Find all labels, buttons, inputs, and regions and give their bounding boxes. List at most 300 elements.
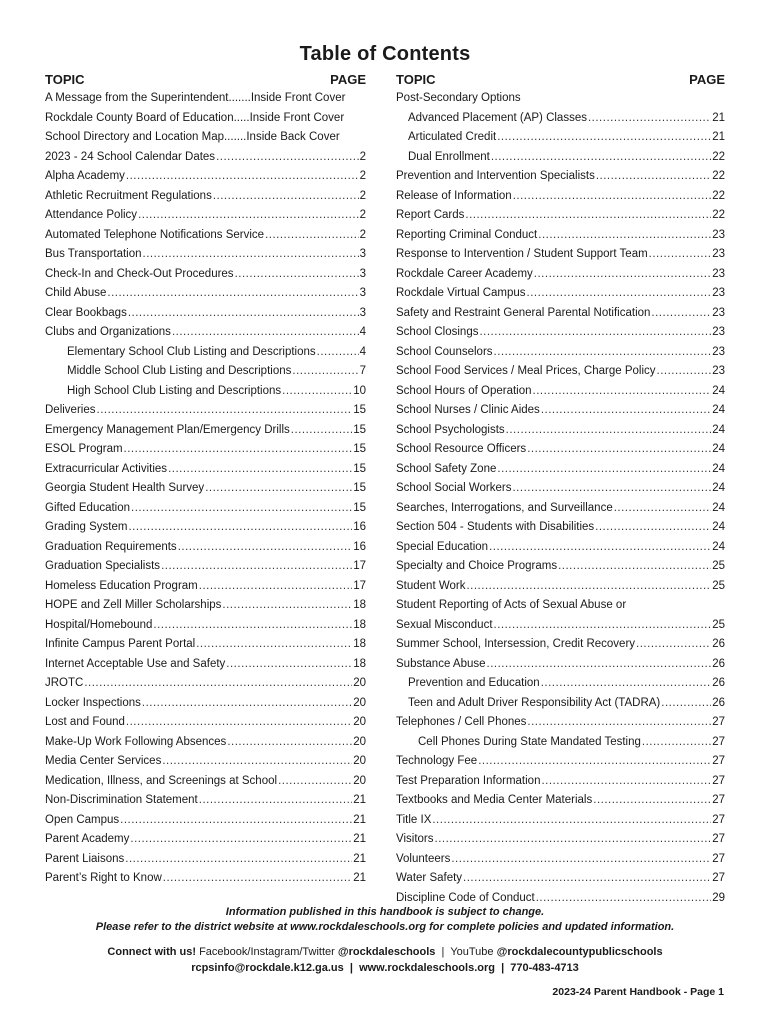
toc-entry [396, 148, 725, 168]
dot-leader [130, 830, 352, 850]
toc-entry-page: 24 [712, 521, 725, 533]
toc-entry-page: 26 [712, 696, 725, 709]
toc-entry-topic: School Closings [396, 326, 479, 338]
toc-entry-page: 20 [353, 755, 366, 767]
toc-entry-page: 22 [712, 150, 725, 163]
toc-entry [396, 674, 725, 694]
dot-leader [497, 128, 711, 148]
dot-leader [432, 811, 711, 831]
toc-entry-topic: Searches, Interrogations, and Surveillance [396, 501, 613, 514]
toc-entry-page: 3 [359, 267, 366, 280]
dot-leader [527, 713, 711, 733]
dot-leader [491, 148, 711, 168]
dot-leader [222, 596, 352, 616]
toc-entry [396, 655, 725, 675]
toc-header-left [45, 70, 366, 89]
dot-leader [588, 109, 711, 129]
toc-entry-page: 24 [712, 404, 725, 416]
toc-entry-topic: School Safety Zone [396, 462, 497, 475]
toc-entry-page: 23 [712, 267, 725, 280]
dot-leader [227, 733, 352, 753]
toc-entry [396, 167, 725, 187]
toc-entry-page: 24 [712, 482, 725, 494]
dot-leader [558, 557, 711, 577]
dot-leader [534, 265, 711, 285]
dot-leader [172, 323, 359, 343]
toc-entry [45, 343, 366, 363]
toc-entry [45, 733, 366, 753]
dot-leader [651, 304, 711, 324]
dot-leader [125, 850, 352, 870]
toc-entry-topic: Emergency Management Plan/Emergency Drills [45, 423, 290, 436]
dot-leader [494, 616, 712, 636]
toc-entry-page: 20 [353, 716, 366, 728]
dot-leader [465, 206, 711, 226]
toc-entry-page: 21 [712, 111, 725, 124]
dot-leader [199, 577, 352, 597]
toc-entry [45, 811, 366, 831]
toc-entry-topic: Attendance Policy [45, 209, 138, 221]
toc-entry [45, 421, 366, 441]
toc-entry-page: 23 [712, 345, 725, 358]
toc-entry-topic: Automated Telephone Notifications Service [45, 228, 265, 241]
toc-entry-topic: Technology Fee [396, 755, 478, 767]
toc-entry-page: 4 [359, 345, 366, 358]
toc-left-column [45, 70, 366, 889]
toc-entry-topic: Locker Inspections [45, 696, 141, 709]
toc-entry-topic: Substance Abuse [396, 657, 486, 670]
toc-entry [396, 752, 725, 772]
toc-entry [396, 479, 725, 499]
dot-leader [541, 401, 711, 421]
toc-right-column [396, 70, 725, 908]
toc-entry-topic: A Message from the Superintendent.......Inside Front Cover [45, 92, 346, 104]
dot-leader [649, 245, 712, 265]
toc-entry [45, 226, 366, 246]
toc-entry-topic: Rockdale Virtual Campus [396, 287, 526, 299]
toc-entry [45, 850, 366, 870]
toc-entry-page: 24 [712, 462, 725, 475]
toc-entry [45, 772, 366, 792]
toc-entry-page: 2 [359, 228, 366, 241]
toc-left-list [45, 89, 366, 889]
toc-entry-topic: Media Center Services [45, 755, 162, 767]
dot-leader [596, 167, 711, 187]
toc-entry-page: 21 [353, 794, 366, 806]
footer-contact-line: rcpsinfo@rockdale.k12.ga.us | www.rockdaleschools.org | 770-483-4713 [191, 962, 579, 974]
toc-entry [396, 206, 725, 226]
toc-entry-topic: Sexual Misconduct [396, 618, 493, 631]
toc-entry-topic: Parent Liaisons [45, 852, 125, 865]
toc-header-right [396, 70, 725, 89]
social-handle[interactable]: @rockdaleschools [337, 946, 436, 958]
contact-website[interactable]: www.rockdaleschools.org [359, 962, 495, 974]
toc-entry-topic: Deliveries [45, 404, 96, 416]
toc-entry-topic: Elementary School Club Listing and Descriptions [67, 345, 316, 358]
toc-entry [396, 694, 725, 714]
toc-entry-page: 18 [353, 657, 366, 670]
toc-entry [396, 596, 725, 616]
toc-entry [396, 187, 725, 207]
dot-leader [126, 167, 359, 187]
toc-entry-page: 18 [353, 638, 366, 650]
toc-entry-page: 21 [353, 852, 366, 865]
toc-entry-page: 29 [712, 891, 725, 904]
dot-leader [226, 655, 352, 675]
toc-entry-topic: Dual Enrollment [408, 150, 490, 163]
toc-entry-page: 26 [712, 657, 725, 670]
toc-entry-topic: Athletic Recruitment Regulations [45, 189, 212, 202]
toc-entry [45, 830, 366, 850]
toc-entry-topic: School Psychologists [396, 423, 505, 436]
toc-entry-topic: Student Reporting of Acts of Sexual Abuse or [396, 599, 627, 611]
toc-entry-topic: High School Club Listing and Descriptions [67, 384, 282, 397]
toc-entry-page: 21 [353, 833, 366, 845]
toc-entry-topic: Report Cards [396, 209, 465, 221]
toc-entry-page: 27 [712, 716, 725, 728]
toc-entry-topic: Release of Information [396, 189, 512, 202]
toc-entry-page: 2 [359, 170, 366, 182]
dot-leader [661, 694, 711, 714]
toc-entry [45, 479, 366, 499]
toc-entry-page: 16 [353, 521, 366, 533]
dot-leader [533, 382, 712, 402]
toc-entry-topic: Water Safety [396, 872, 463, 884]
dot-leader [595, 518, 711, 538]
youtube-text: YouTube [450, 946, 494, 958]
dot-leader [126, 713, 352, 733]
topic-header: TOPIC [45, 72, 85, 87]
toc-entry-topic: Bus Transportation [45, 248, 142, 260]
toc-entry [45, 362, 366, 382]
dot-leader [527, 440, 711, 460]
dot-leader [463, 869, 711, 889]
dot-leader [642, 733, 711, 753]
dot-leader [107, 284, 358, 304]
toc-entry-topic: Gifted Education [45, 501, 131, 514]
toc-entry [45, 284, 366, 304]
toc-entry-page: 27 [712, 852, 725, 865]
toc-entry [45, 460, 366, 480]
toc-entry-page: 18 [353, 599, 366, 611]
toc-entry [45, 518, 366, 538]
toc-entry [396, 421, 725, 441]
toc-entry-topic: Discipline Code of Conduct [396, 891, 535, 904]
toc-entry-topic: Teen and Adult Driver Responsibility Act (TADRA) [408, 696, 661, 709]
toc-entry-topic: Graduation Specialists [45, 560, 161, 572]
dot-leader [541, 772, 711, 792]
dot-leader [142, 694, 352, 714]
toc-entry-page: 7 [359, 365, 366, 377]
toc-entry [396, 362, 725, 382]
dot-leader [317, 343, 359, 363]
dot-leader [466, 577, 711, 597]
toc-entry-topic: Medication, Illness, and Screenings at School [45, 774, 278, 787]
toc-entry-topic: Graduation Requirements [45, 540, 177, 553]
toc-entry-page: 27 [712, 774, 725, 787]
toc-entry [396, 772, 725, 792]
toc-entry-page: 20 [353, 735, 366, 748]
dot-leader [435, 830, 712, 850]
toc-entry-page: 2 [359, 209, 366, 221]
toc-entry [45, 265, 366, 285]
toc-entry [396, 460, 725, 480]
toc-entry-page: 24 [712, 501, 725, 514]
toc-entry-topic: Hospital/Homebound [45, 618, 153, 631]
toc-entry-page: 27 [712, 735, 725, 748]
dot-leader [292, 362, 358, 382]
toc-entry [45, 245, 366, 265]
toc-entry [396, 830, 725, 850]
toc-entry-topic: Non-Discrimination Statement [45, 794, 198, 806]
toc-entry-topic: Articulated Credit [408, 131, 497, 143]
social-text: Facebook/Instagram/Twitter [199, 946, 335, 958]
toc-entry [396, 733, 725, 753]
topic-header: TOPIC [396, 72, 436, 87]
toc-entry-topic: Clear Bookbags [45, 306, 127, 319]
toc-entry [396, 850, 725, 870]
toc-entry-page: 20 [353, 677, 366, 689]
toc-entry-topic: School Hours of Operation [396, 384, 532, 397]
toc-entry-page: 20 [353, 696, 366, 709]
toc-entry [396, 245, 725, 265]
toc-entry-page: 23 [712, 248, 725, 260]
dot-leader [128, 304, 359, 324]
toc-entry-page: 10 [353, 384, 366, 397]
toc-entry-topic: Reporting Criminal Conduct [396, 228, 538, 241]
toc-entry-topic: School Resource Officers [396, 443, 527, 455]
toc-entry [396, 499, 725, 519]
toc-entry [396, 401, 725, 421]
toc-entry [45, 655, 366, 675]
contact-phone[interactable]: 770-483-4713 [510, 962, 579, 974]
toc-entry [45, 869, 366, 889]
toc-entry [396, 440, 725, 460]
toc-entry [396, 518, 725, 538]
toc-entry [45, 89, 366, 109]
page-header: PAGE [330, 72, 366, 87]
page-header: PAGE [689, 72, 725, 87]
toc-entry [396, 616, 725, 636]
toc-entry [396, 343, 725, 363]
toc-entry-topic: School Nurses / Clinic Aides [396, 404, 540, 416]
toc-entry-topic: Extracurricular Activities [45, 462, 168, 475]
toc-entry [45, 323, 366, 343]
toc-entry [396, 109, 725, 129]
toc-entry-topic: Volunteers [396, 852, 451, 865]
contact-email[interactable]: rcpsinfo@rockdale.k12.ga.us [191, 962, 344, 974]
dot-leader [128, 518, 352, 538]
toc-entry-page: 23 [712, 228, 725, 241]
toc-entry-page: 27 [712, 794, 725, 806]
toc-entry-page: 15 [353, 462, 366, 475]
dot-leader [527, 284, 712, 304]
toc-entry-page: 21 [353, 872, 366, 884]
toc-entry-page: 20 [353, 774, 366, 787]
toc-entry-page: 3 [359, 306, 366, 319]
toc-entry-page: 23 [712, 306, 725, 319]
toc-entry-topic: Advanced Placement (AP) Classes [408, 111, 587, 124]
connect-label: Connect with us! [107, 946, 197, 958]
dot-leader [614, 499, 711, 519]
toc-entry-topic: Rockdale County Board of Education.....Inside Front Cover [45, 111, 345, 124]
toc-entry-topic: Prevention and Education [408, 677, 540, 689]
dot-leader [478, 752, 711, 772]
toc-entry-topic: HOPE and Zell Miller Scholarships [45, 599, 222, 611]
toc-entry-topic: School Food Services / Meal Prices, Charge Policy [396, 365, 656, 377]
toc-entry-page: 26 [712, 677, 725, 689]
toc-entry-page: 25 [712, 618, 725, 631]
toc-entry-page: 15 [353, 423, 366, 436]
toc-entry [396, 226, 725, 246]
toc-entry [396, 557, 725, 577]
dot-leader [494, 343, 712, 363]
dot-leader [479, 323, 711, 343]
toc-entry [45, 187, 366, 207]
dot-leader [538, 226, 711, 246]
dot-leader [153, 616, 352, 636]
toc-entry [45, 499, 366, 519]
toc-entry [45, 577, 366, 597]
dot-leader [489, 538, 711, 558]
dot-leader [506, 421, 712, 441]
dot-leader [282, 382, 352, 402]
dot-leader [636, 635, 711, 655]
toc-entry-topic: Open Campus [45, 813, 120, 826]
toc-entry-topic: Grading System [45, 521, 128, 533]
toc-entry [45, 304, 366, 324]
dot-leader [143, 245, 359, 265]
dot-leader [178, 538, 353, 558]
toc-entry [45, 538, 366, 558]
toc-entry-page: 26 [712, 638, 725, 650]
dot-leader [97, 401, 353, 421]
toc-entry [396, 635, 725, 655]
dot-leader [291, 421, 352, 441]
dot-leader [451, 850, 711, 870]
toc-entry-topic: Homeless Education Program [45, 579, 198, 592]
toc-entry-topic: Georgia Student Health Survey [45, 482, 205, 494]
toc-entry-page: 27 [712, 833, 725, 845]
toc-entry-page: 3 [359, 248, 366, 260]
toc-entry-topic: Safety and Restraint General Parental Notification [396, 306, 651, 319]
toc-entry-topic: Visitors [396, 833, 434, 845]
toc-entry-page: 15 [353, 501, 366, 514]
dot-leader [216, 148, 359, 168]
toc-entry-page: 24 [712, 423, 725, 436]
footer-notice-2: Please refer to the district website at www.rockdaleschools.org for complete policies and updated information. [95, 921, 675, 933]
toc-entry-topic: Special Education [396, 540, 489, 553]
toc-entry [45, 128, 366, 148]
toc-entry [45, 440, 366, 460]
dot-leader [168, 460, 352, 480]
toc-entry [396, 382, 725, 402]
youtube-handle[interactable]: @rockdalecountypublicschools [496, 946, 663, 958]
toc-entry-topic: Check-In and Check-Out Procedures [45, 267, 234, 280]
toc-entry-topic: Section 504 - Students with Disabilities [396, 521, 595, 533]
toc-entry-topic: Prevention and Intervention Specialists [396, 170, 595, 182]
dot-leader [131, 499, 352, 519]
toc-entry [45, 167, 366, 187]
toc-entry-topic: ESOL Program [45, 443, 123, 455]
toc-right-list [396, 89, 725, 908]
toc-entry-page: 27 [712, 755, 725, 767]
toc-entry [396, 713, 725, 733]
toc-entry-page: 27 [712, 813, 725, 826]
toc-entry [396, 284, 725, 304]
toc-entry-page: 22 [712, 209, 725, 221]
toc-entry-page: 16 [353, 540, 366, 553]
toc-entry [396, 323, 725, 343]
dot-leader [657, 362, 712, 382]
toc-entry-page: 15 [353, 404, 366, 416]
toc-entry-topic: Middle School Club Listing and Descriptions [67, 365, 292, 377]
toc-entry-page: 24 [712, 443, 725, 455]
toc-entry [45, 635, 366, 655]
toc-entry-page: 27 [712, 872, 725, 884]
toc-entry-topic: Specialty and Choice Programs [396, 560, 558, 572]
toc-entry-topic: Textbooks and Media Center Materials [396, 794, 593, 806]
toc-entry-page: 23 [712, 287, 725, 299]
toc-entry-page: 2 [359, 150, 366, 163]
toc-entry-page: 21 [353, 813, 366, 826]
toc-entry-page: 2 [359, 189, 366, 202]
toc-entry [45, 674, 366, 694]
toc-entry-page: 21 [712, 131, 725, 143]
toc-entry-page: 3 [359, 287, 366, 299]
toc-entry [396, 304, 725, 324]
toc-entry [45, 382, 366, 402]
toc-entry-page: 15 [353, 443, 366, 455]
toc-entry [45, 694, 366, 714]
toc-entry [45, 206, 366, 226]
toc-entry [396, 811, 725, 831]
dot-leader [84, 674, 352, 694]
dot-leader [124, 440, 353, 460]
dot-leader [213, 187, 359, 207]
dot-leader [497, 460, 711, 480]
toc-entry-topic: Summer School, Intersession, Credit Recovery [396, 638, 636, 650]
toc-entry-topic: Infinite Campus Parent Portal [45, 638, 196, 650]
toc-entry-topic: School Social Workers [396, 482, 512, 494]
footer-connect-line: Connect with us! Facebook/Instagram/Twitter @rockdaleschools | YouTube @rockdalecountypublicschools [107, 946, 663, 958]
toc-entry-topic: Response to Intervention / Student Support Team [396, 248, 648, 260]
toc-entry-topic: Rockdale Career Academy [396, 267, 533, 280]
toc-entry-page: 22 [712, 189, 725, 202]
toc-entry-page: 18 [353, 618, 366, 631]
toc-entry [396, 869, 725, 889]
toc-entry-topic: Post-Secondary Options [396, 92, 521, 104]
toc-entry-page: 25 [712, 560, 725, 572]
toc-entry-topic: 2023 - 24 School Calendar Dates [45, 150, 216, 163]
toc-entry-topic: Telephones / Cell Phones [396, 716, 527, 728]
toc-entry-topic: Cell Phones During State Mandated Testing [418, 735, 641, 748]
toc-entry-page: 24 [712, 540, 725, 553]
dot-leader [163, 869, 352, 889]
toc-entry-topic: School Directory and Location Map.......Inside Back Cover [45, 131, 340, 143]
toc-entry-topic: School Counselors [396, 345, 493, 358]
dot-leader [593, 791, 711, 811]
toc-entry [396, 577, 725, 597]
toc-entry-topic: Student Work [396, 579, 466, 592]
toc-entry-topic: Title IX [396, 813, 432, 826]
dot-leader [199, 791, 352, 811]
dot-leader [541, 674, 711, 694]
toc-entry [396, 791, 725, 811]
dot-leader [162, 752, 352, 772]
toc-entry-topic: Clubs and Organizations [45, 326, 171, 338]
toc-entry-page: 17 [353, 579, 366, 592]
